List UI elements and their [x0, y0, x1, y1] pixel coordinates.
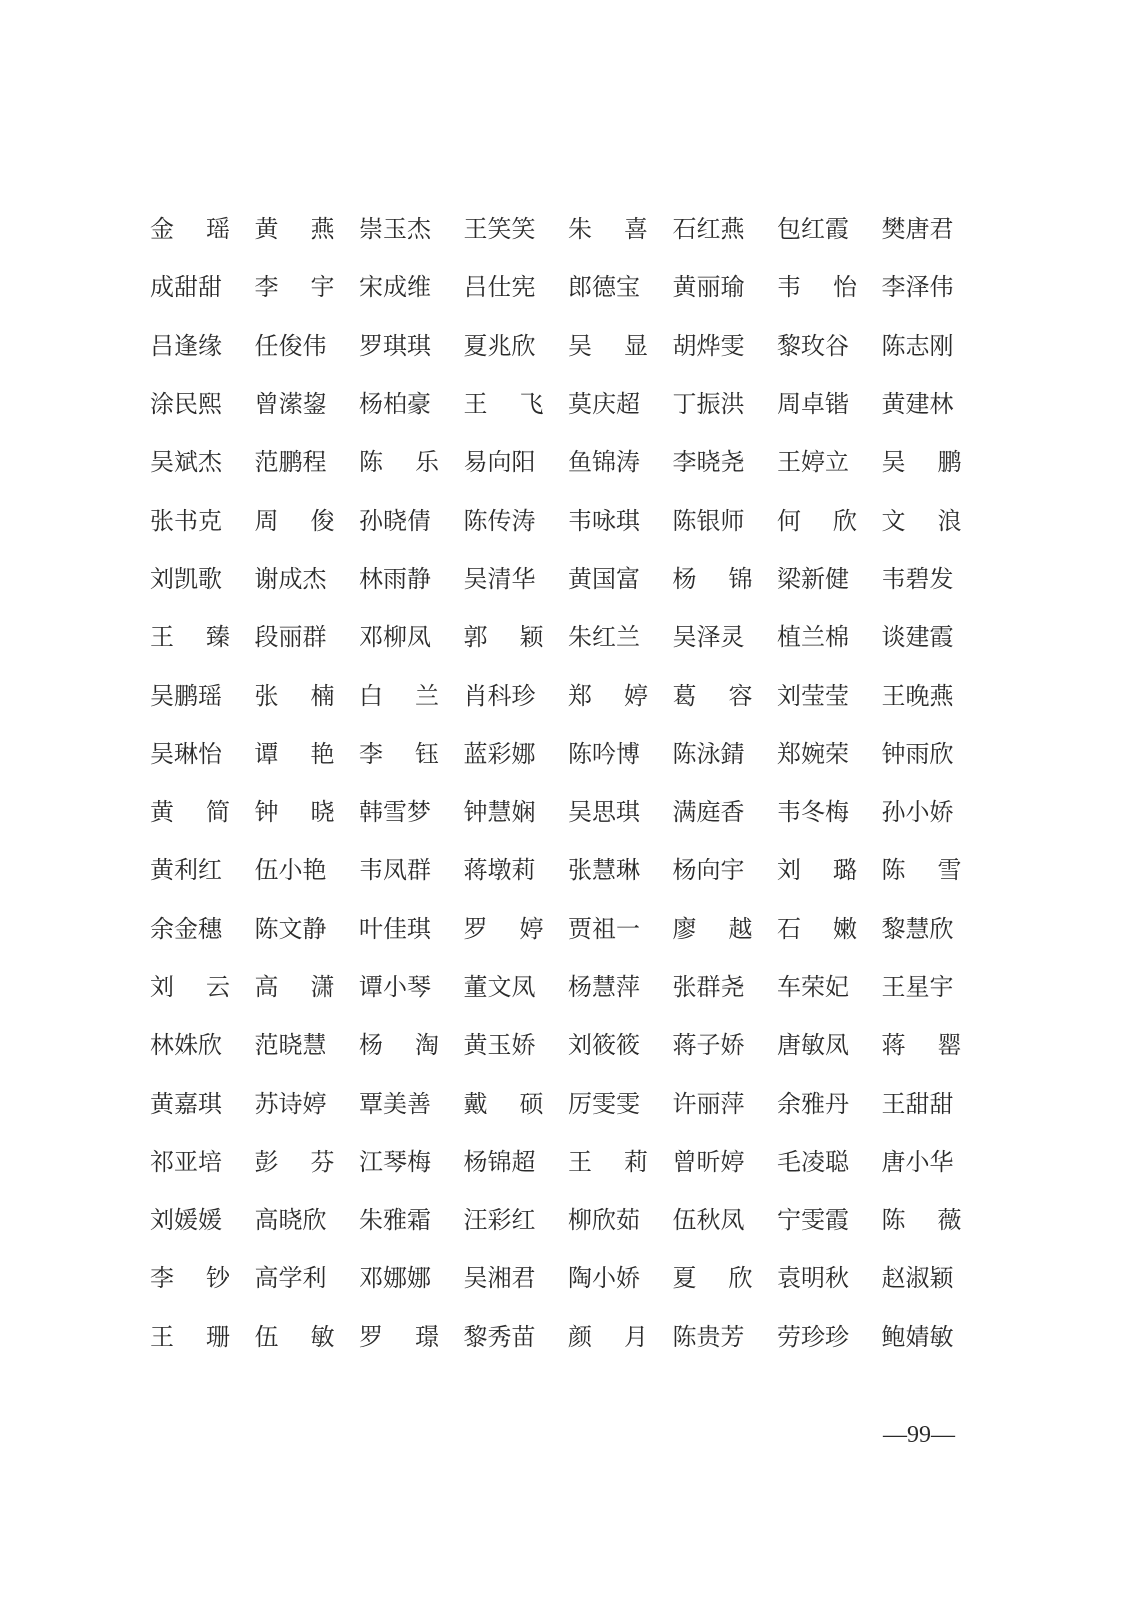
name-entry: 李 钞 [150, 1264, 230, 1293]
name-entry: 黄 燕 [254, 215, 335, 244]
name-entry: 杨柏豪 [359, 390, 431, 419]
name-row [150, 317, 986, 375]
name-entry: 董文凤 [463, 973, 536, 1001]
name-entry: 黄丽瑜 [672, 273, 745, 302]
name-entry: 陈 雪 [881, 856, 962, 885]
name-entry: 周 俊 [254, 506, 335, 535]
name-entry: 韦 怡 [777, 273, 857, 302]
name-entry: 毛凌聪 [777, 1147, 849, 1176]
name-row [150, 900, 986, 958]
name-entry: 吕仕宪 [463, 273, 536, 302]
name-entry: 范鹏程 [254, 448, 327, 477]
name-entry: 杨锦超 [463, 1147, 536, 1176]
name-entry: 朱 喜 [568, 215, 648, 244]
name-entry: 黄建林 [881, 390, 954, 419]
name-entry: 张慧琳 [568, 856, 640, 885]
name-entry: 曾潆鋆 [254, 390, 327, 419]
name-entry: 刘媛媛 [150, 1206, 222, 1235]
name-entry: 孙小娇 [881, 798, 954, 827]
name-entry: 苏诗婷 [254, 1089, 327, 1118]
name-entry: 吴 显 [568, 331, 648, 360]
name-entry: 韦咏琪 [568, 506, 640, 535]
name-row [150, 375, 986, 433]
name-entry: 郑婉荣 [777, 739, 849, 768]
name-entry: 何 欣 [777, 506, 857, 535]
name-entry: 黎秀苗 [463, 1322, 536, 1351]
name-entry: 张 楠 [254, 681, 335, 710]
name-entry: 黄国富 [568, 564, 640, 593]
name-entry: 叶佳琪 [359, 914, 431, 943]
name-entry: 唐敏凤 [777, 1031, 849, 1060]
name-entry: 王 莉 [568, 1147, 648, 1176]
name-entry: 王晚燕 [881, 681, 954, 710]
name-entry: 刘凯歌 [150, 564, 222, 593]
name-entry: 朱红兰 [568, 623, 640, 652]
name-entry: 张书克 [150, 506, 222, 535]
name-entry: 吴琳怡 [150, 739, 222, 768]
name-entry: 伍秋凤 [672, 1206, 745, 1235]
name-entry: 黄嘉琪 [150, 1089, 222, 1118]
name-entry: 祁亚培 [150, 1147, 222, 1176]
name-entry: 蓝彩娜 [463, 739, 536, 768]
name-entry: 张群尧 [672, 973, 745, 1001]
name-entry: 刘 云 [150, 973, 230, 1001]
name-entry: 朱雅霜 [359, 1206, 431, 1235]
name-entry: 郎德宝 [568, 273, 640, 302]
name-entry: 高 潇 [254, 973, 335, 1001]
name-entry: 汪彩红 [463, 1206, 536, 1235]
name-entry: 钟 晓 [254, 798, 335, 827]
name-entry: 王 飞 [463, 390, 544, 419]
name-entry: 李泽伟 [881, 273, 954, 302]
name-entry: 宁雯霞 [777, 1206, 849, 1235]
name-entry: 任俊伟 [254, 331, 327, 360]
name-row [150, 200, 986, 258]
name-entry: 余雅丹 [777, 1089, 849, 1118]
name-row [150, 258, 986, 316]
name-entry: 厉雯雯 [568, 1089, 640, 1118]
name-entry: 高晓欣 [254, 1206, 327, 1235]
name-entry: 黎慧欣 [881, 914, 954, 943]
name-entry: 刘 璐 [777, 856, 857, 885]
name-entry: 蒋子娇 [672, 1031, 745, 1060]
name-entry: 江琴梅 [359, 1147, 431, 1176]
name-row [150, 958, 986, 1016]
name-row [150, 1016, 986, 1074]
name-entry: 陈志刚 [881, 331, 954, 360]
name-entry: 黄 简 [150, 798, 230, 827]
name-entry: 吴清华 [463, 564, 536, 593]
name-entry: 杨 淘 [359, 1031, 439, 1060]
name-entry: 贾祖一 [568, 914, 640, 943]
name-entry: 林雨静 [359, 564, 431, 593]
name-entry: 段丽群 [254, 623, 327, 652]
name-row [150, 491, 986, 549]
name-entry: 夏 欣 [672, 1264, 753, 1293]
name-entry: 罗琪琪 [359, 331, 431, 360]
name-entry: 韦碧发 [881, 564, 954, 593]
name-entry: 袁明秋 [777, 1264, 849, 1293]
name-entry: 涂民熙 [150, 390, 222, 419]
name-entry: 陈银师 [672, 506, 745, 535]
name-row [150, 433, 986, 491]
name-row [150, 725, 986, 783]
name-entry: 吴 鹏 [881, 448, 962, 477]
name-entry: 陈 乐 [359, 448, 439, 477]
name-entry: 陈传涛 [463, 506, 536, 535]
name-entry: 赵淑颖 [881, 1264, 954, 1293]
name-row [150, 1074, 986, 1132]
name-entry: 邓娜娜 [359, 1264, 431, 1293]
name-entry: 陈贵芳 [672, 1322, 745, 1351]
name-entry: 吴斌杰 [150, 448, 222, 477]
name-entry: 郭 颖 [463, 623, 544, 652]
name-entry: 伍 敏 [254, 1322, 335, 1351]
name-entry: 孙晓倩 [359, 506, 431, 535]
name-entry: 罗 璟 [359, 1322, 439, 1351]
name-entry: 廖 越 [672, 914, 753, 943]
name-entry: 黄利红 [150, 856, 222, 885]
name-entry: 崇玉杰 [359, 215, 431, 244]
name-entry: 韦凤群 [359, 856, 431, 885]
name-entry: 戴 硕 [463, 1089, 544, 1118]
name-entry: 鲍婧敏 [881, 1322, 954, 1351]
name-entry: 蒋 罂 [881, 1031, 962, 1060]
name-entry: 许丽萍 [672, 1089, 745, 1118]
name-entry: 刘筱筱 [568, 1031, 640, 1060]
name-entry: 刘莹莹 [777, 681, 849, 710]
name-entry: 覃美善 [359, 1089, 431, 1118]
name-entry: 钟雨欣 [881, 739, 954, 768]
name-entry: 周卓锴 [777, 390, 849, 419]
name-entry: 成甜甜 [150, 273, 222, 302]
name-entry: 颜 月 [568, 1322, 648, 1351]
name-entry: 吴鹏瑶 [150, 681, 222, 710]
name-entry: 吴思琪 [568, 798, 640, 827]
name-entry: 唐小华 [881, 1147, 954, 1176]
name-entry: 曾昕婷 [672, 1147, 745, 1176]
name-entry: 彭 芬 [254, 1147, 335, 1176]
name-entry: 宋成维 [359, 273, 431, 302]
name-entry: 劳珍珍 [777, 1322, 849, 1351]
name-entry: 余金穗 [150, 914, 222, 943]
name-entry: 郑 婷 [568, 681, 648, 710]
name-entry: 陈泳錆 [672, 739, 745, 768]
name-entry: 罗 婷 [463, 914, 544, 943]
name-entry: 谭 艳 [254, 739, 335, 768]
name-entry: 易向阳 [463, 448, 536, 477]
name-entry: 包红霞 [777, 215, 849, 244]
name-entry: 范晓慧 [254, 1031, 327, 1060]
name-entry: 胡烨雯 [672, 331, 745, 360]
name-row [150, 1249, 986, 1307]
name-entry: 王婷立 [777, 448, 849, 477]
name-entry: 满庭香 [672, 798, 745, 827]
page-number: —99— [883, 1422, 955, 1448]
name-entry: 石 嫩 [777, 914, 857, 943]
name-entry: 伍小艳 [254, 856, 327, 885]
name-entry: 吴湘君 [463, 1264, 536, 1293]
name-row [150, 550, 986, 608]
name-entry: 王星宇 [881, 973, 954, 1001]
name-entry: 柳欣茹 [568, 1206, 640, 1235]
name-entry: 邓柳凤 [359, 623, 431, 652]
name-entry: 黄玉娇 [463, 1031, 536, 1060]
name-entry: 丁振洪 [672, 390, 745, 419]
name-entry: 李 钰 [359, 739, 439, 768]
name-entry: 李晓尧 [672, 448, 745, 477]
name-entry: 梁新健 [777, 564, 849, 593]
name-entry: 樊唐君 [881, 215, 954, 244]
name-entry: 杨慧萍 [568, 973, 640, 1001]
name-row [150, 608, 986, 666]
name-entry: 石红燕 [672, 215, 745, 244]
name-entry: 陶小娇 [568, 1264, 640, 1293]
name-row [150, 841, 986, 899]
name-entry: 陈 薇 [881, 1206, 962, 1235]
name-entry: 黎玫谷 [777, 331, 849, 360]
name-entry: 莫庆超 [568, 390, 640, 419]
name-row [150, 1133, 986, 1191]
name-entry: 车荣妃 [777, 973, 849, 1001]
name-entry: 谢成杰 [254, 564, 327, 593]
name-entry: 杨向宇 [672, 856, 745, 885]
name-entry: 陈吟博 [568, 739, 640, 768]
name-entry: 林姝欣 [150, 1031, 222, 1060]
name-entry: 杨 锦 [672, 564, 753, 593]
name-entry: 植兰棉 [777, 623, 849, 652]
name-entry: 金 瑶 [150, 215, 230, 244]
name-entry: 王甜甜 [881, 1089, 954, 1118]
name-row [150, 666, 986, 724]
name-entry: 肖科珍 [463, 681, 536, 710]
name-entry: 王 珊 [150, 1322, 230, 1351]
name-entry: 夏兆欣 [463, 331, 536, 360]
name-entry: 韦冬梅 [777, 798, 849, 827]
name-entry: 葛 容 [672, 681, 753, 710]
name-row [150, 1191, 986, 1249]
name-row [150, 783, 986, 841]
name-entry: 吕逢缘 [150, 331, 222, 360]
name-entry: 白 兰 [359, 681, 439, 710]
name-entry: 谈建霞 [881, 623, 954, 652]
name-entry: 王笑笑 [463, 215, 536, 244]
name-entry: 高学利 [254, 1264, 327, 1293]
name-entry: 韩雪梦 [359, 798, 431, 827]
name-entry: 钟慧娴 [463, 798, 536, 827]
name-entry: 王 臻 [150, 623, 230, 652]
name-entry: 陈文静 [254, 914, 327, 943]
name-entry: 文 浪 [881, 506, 962, 535]
name-row [150, 1308, 986, 1366]
name-entry: 鱼锦涛 [568, 448, 640, 477]
name-entry: 李 宇 [254, 273, 335, 302]
name-entry: 吴泽灵 [672, 623, 745, 652]
name-entry: 谭小琴 [359, 973, 431, 1001]
name-entry: 蒋墩莉 [463, 856, 536, 885]
names-list [150, 200, 986, 1366]
